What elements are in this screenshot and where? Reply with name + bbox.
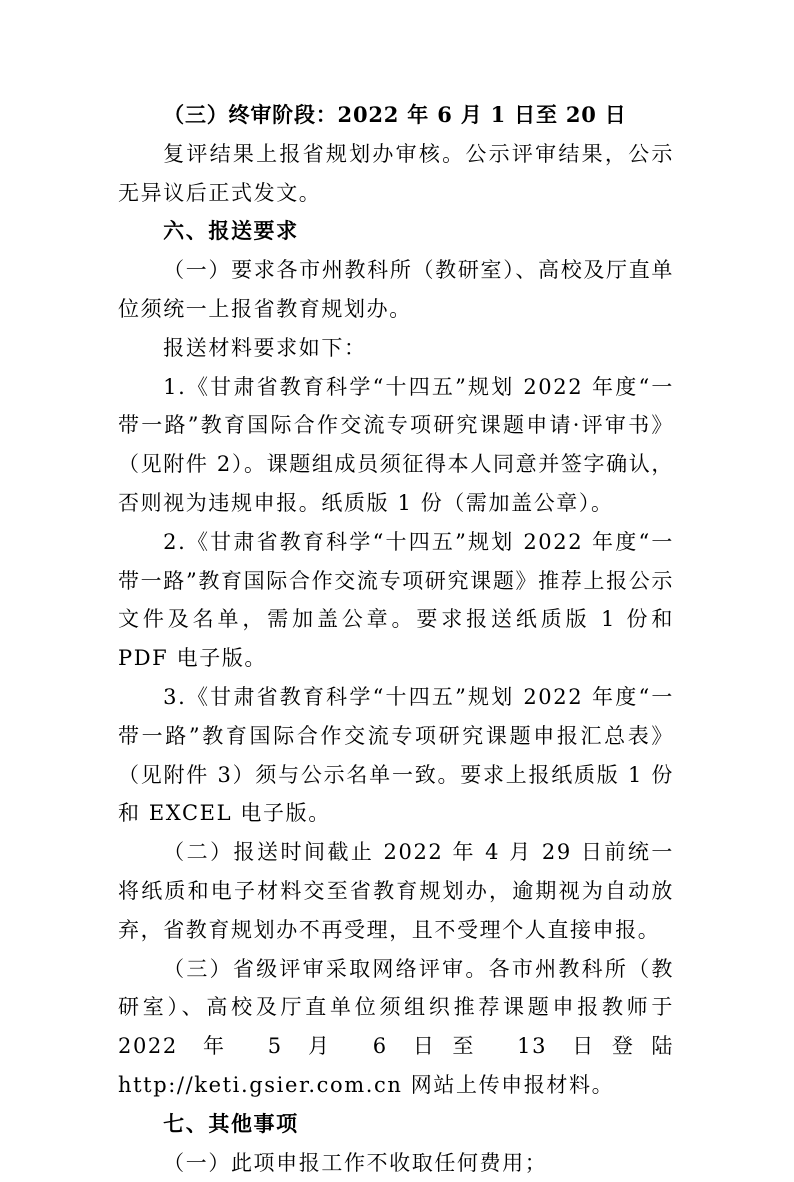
paragraph-materials-intro: 报送材料要求如下： — [163, 335, 367, 360]
paragraph-final-review: 复评结果上报省规划办审核。公示评审结果，公示无异议后正式发文。 — [118, 141, 674, 205]
section-heading-submission-requirements: 六、报送要求 — [163, 219, 299, 244]
final-review-stage-heading: （三）终审阶段：2022 年 6 月 1 日至 20 日 — [163, 102, 627, 127]
paragraph-no-fees: （一）此项申报工作不收取任何费用； — [163, 1150, 548, 1175]
paragraph-material-item-1: 1.《甘肃省教育科学“十四五”规划 2022 年度“一带一路”教育国际合作交流专项研究课题申请·评审书》（见附件 2）。课题组成员须征得本人同意并签字确认，否则视为违规申报。纸质版 1 份（需加盖公章）。 — [118, 374, 674, 515]
paragraph-material-item-2: 2.《甘肃省教育科学“十四五”规划 2022 年度“一带一路”教育国际合作交流专项研究课题》推荐上报公示文件及名单，需加盖公章。要求报送纸质版 1 份和 PDF 电子版。 — [118, 529, 674, 671]
section-heading-other-matters: 七、其他事项 — [163, 1111, 299, 1136]
paragraph-deadline: （二）报送时间截止 2022 年 4 月 29 日前统一将纸质和电子材料交至省教育规划办，逾期视为自动放弃，省教育规划办不再受理，且不受理个人直接申报。 — [118, 840, 674, 942]
document-page — [118, 96, 674, 1182]
paragraph-online-review: （三）省级评审采取网络评审。各市州教科所（教研室）、高校及厅直单位须组织推荐课题申报教师于 2022 年 5 月 6 日至 13 日登陆 http://keti.gsier.com.cn 网站上传申报材料。 — [118, 956, 674, 1097]
paragraph-requirement-1: （一）要求各市州教科所（教研室）、高校及厅直单位须统一上报省教育规划办。 — [118, 258, 674, 321]
paragraph-material-item-3: 3.《甘肃省教育科学“十四五”规划 2022 年度“一带一路”教育国际合作交流专项研究课题申报汇总表》（见附件 3）须与公示名单一致。要求上报纸质版 1 份和 EXCEL 电子版。 — [118, 684, 674, 826]
